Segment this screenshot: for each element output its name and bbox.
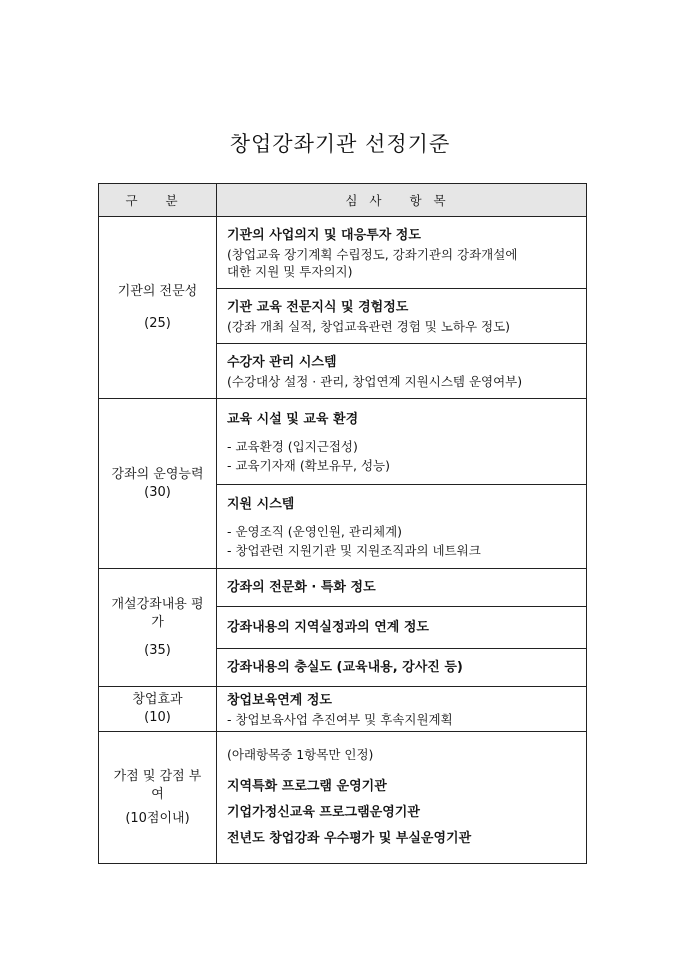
bonus-item: 지역특화 프로그램 운영기관 xyxy=(227,779,387,794)
item-line: (수강대상 설정 · 관리, 창업연계 지원시스템 운영여부) xyxy=(227,373,523,389)
category-cell xyxy=(99,399,217,569)
table-row xyxy=(99,217,587,289)
item-cell xyxy=(217,649,587,687)
page-title: 창업강좌기관 선정기준 xyxy=(229,132,451,156)
item-line: (창업교육 장기계획 수립정도, 강좌기관의 강좌개설에 xyxy=(227,246,518,262)
item-line: - 창업보육사업 추진여부 및 후속지원계획 xyxy=(227,711,453,727)
category-name: 강좌의 운영능력 xyxy=(111,466,204,482)
item-heading: 창업보육연계 정도 xyxy=(227,692,332,708)
category-score: (10점이내) xyxy=(125,810,190,826)
category-cell xyxy=(99,732,217,864)
item-cell xyxy=(217,485,587,569)
item-heading: 강좌내용의 충실도 (교육내용, 강사진 등) xyxy=(227,659,463,675)
item-cell xyxy=(217,732,587,864)
item-line: - 창업관련 지원기관 및 지원조직과의 네트워크 xyxy=(227,542,481,558)
bonus-item: 전년도 창업강좌 우수평가 및 부실운영기관 xyxy=(227,831,472,846)
table-row xyxy=(99,687,587,732)
category-name: 가점 및 감점 부여 xyxy=(113,768,202,802)
item-heading: 교육 시설 및 교육 환경 xyxy=(227,411,359,427)
category-score: (10) xyxy=(144,710,171,725)
table-row xyxy=(99,399,587,485)
table-row xyxy=(99,732,587,864)
category-score: (35) xyxy=(144,642,171,658)
category-name: 기관의 전문성 xyxy=(117,283,198,299)
item-heading: 강좌내용의 지역실정과의 연계 정도 xyxy=(227,619,429,635)
item-cell xyxy=(217,607,587,649)
item-cell xyxy=(217,289,587,344)
item-cell xyxy=(217,399,587,485)
item-cell xyxy=(217,687,587,732)
item-heading: 수강자 관리 시스템 xyxy=(227,354,337,370)
criteria-table xyxy=(98,183,587,864)
category-score: (30) xyxy=(144,484,171,500)
category-cell xyxy=(99,217,217,399)
table-row xyxy=(99,569,587,607)
table-header-row xyxy=(99,184,587,217)
category-score: (25) xyxy=(144,315,171,331)
item-heading: 기관의 사업의지 및 대응투자 정도 xyxy=(227,227,421,243)
category-cell xyxy=(99,569,217,687)
item-line: (아래항목중 1항목만 인정) xyxy=(227,747,374,762)
category-name: 창업효과 xyxy=(132,692,183,707)
bonus-item: 기업가정신교육 프로그램운영기관 xyxy=(227,805,420,820)
header-category: 구 분 xyxy=(99,184,217,217)
item-cell xyxy=(217,569,587,607)
category-name: 개설강좌내용 평가 xyxy=(111,596,204,630)
item-line: 대한 지원 및 투자의지) xyxy=(227,263,353,279)
item-line: - 운영조직 (운영인원, 관리체계) xyxy=(227,523,403,539)
item-line: (강좌 개최 실적, 창업교육관련 경험 및 노하우 정도) xyxy=(227,318,511,334)
item-cell xyxy=(217,344,587,399)
category-cell xyxy=(99,687,217,732)
item-heading: 지원 시스템 xyxy=(227,496,295,512)
header-items: 심사 항목 xyxy=(217,184,587,217)
item-heading: 기관 교육 전문지식 및 경험정도 xyxy=(227,299,409,315)
item-heading: 강좌의 전문화 · 특화 정도 xyxy=(227,579,376,595)
item-line: - 교육기자재 (확보유무, 성능) xyxy=(227,457,390,473)
item-line: - 교육환경 (입지근접성) xyxy=(227,438,358,454)
item-cell xyxy=(217,217,587,289)
